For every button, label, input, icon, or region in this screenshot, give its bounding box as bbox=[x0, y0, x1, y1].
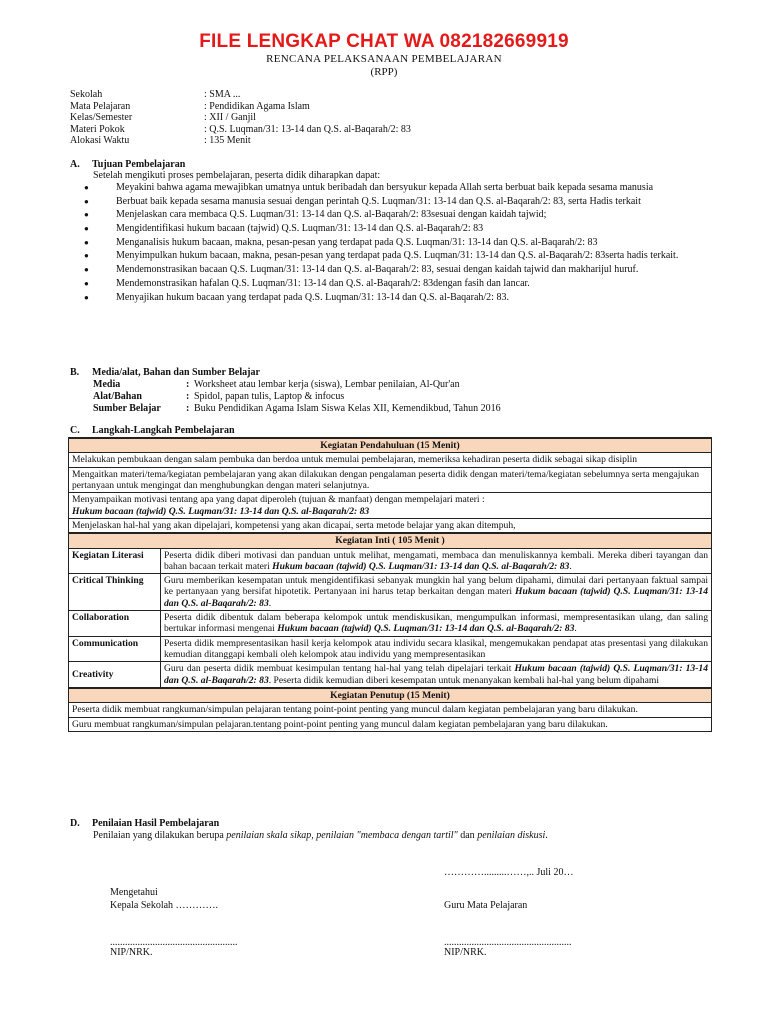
table-row bbox=[69, 611, 712, 637]
section-number: A. bbox=[70, 159, 80, 170]
bullet-icon: ● bbox=[84, 183, 89, 192]
skill-emphasis: Hukum bacaan (tajwid) Q.S. Luqman/31: 13-14 dan Q.S. al-Baqarah/2: 83 bbox=[164, 663, 708, 686]
penilaian-pre: Penilaian yang dilakukan berupa bbox=[93, 830, 227, 841]
penilaian-italic-2: penilaian diskusi bbox=[477, 830, 546, 841]
penilaian-post: . bbox=[545, 830, 548, 841]
identity-row bbox=[70, 112, 411, 124]
section-b-heading bbox=[70, 367, 260, 379]
identity-row bbox=[70, 89, 411, 101]
penilaian-mid: dan bbox=[457, 830, 478, 841]
skill-description bbox=[161, 611, 712, 637]
bullet-icon: ● bbox=[84, 210, 89, 220]
skill-description bbox=[161, 636, 712, 662]
banner-contact: FILE LENGKAP CHAT WA 082182669919 bbox=[199, 31, 569, 52]
table-cell: Melakukan pembukaan dengan salam pembuka dan berdoa untuk memulai pembelajaran, memeriksa kehadiran peserta didik sebagai sikap disiplin bbox=[69, 453, 712, 467]
bullet-icon: ● bbox=[84, 292, 89, 302]
identity-value: : SMA ... bbox=[204, 89, 241, 100]
table-cell: Peserta didik membuat rangkuman/simpulan pelajaran tentang point-point penting yang muncul dalam kegiatan pembelajaran yang baru dilakukan. bbox=[69, 703, 712, 717]
identity-value: : 135 Menit bbox=[204, 135, 251, 147]
bullet-icon: ● bbox=[84, 278, 89, 288]
skill-emphasis: Hukum bacaan (tajwid) Q.S. Luqman/31: 13-14 dan Q.S. al-Baqarah/2: 83 bbox=[277, 623, 575, 635]
table-row bbox=[69, 688, 712, 703]
list-item-text: Menganalisis hukum bacaan, makna, pesan-pesan yang terdapat pada Q.S. Luqman/31: 13-14 dan Q.S. al-Baqarah/2: 83 bbox=[116, 236, 598, 248]
skill-label: Kegiatan Literasi bbox=[69, 548, 161, 574]
bullet-icon: ● bbox=[84, 265, 89, 275]
table-row bbox=[69, 703, 712, 717]
skill-description bbox=[161, 574, 712, 611]
media-colon: : bbox=[186, 379, 190, 390]
section-d-heading bbox=[70, 818, 219, 830]
tujuan-list bbox=[80, 182, 712, 305]
table-row bbox=[69, 493, 712, 519]
media-key: Sumber Belajar bbox=[93, 402, 161, 414]
section-title: Penilaian Hasil Pembelajaran bbox=[92, 818, 220, 829]
section-c-heading bbox=[70, 425, 235, 437]
identity-key: Kelas/Semester bbox=[70, 112, 133, 124]
list-item-text: Mengidentifikasi hukum bacaan (tajwid) Q.S. Luqman/31: 13-14 dan Q.S. al-Baqarah/2: 83 bbox=[116, 223, 484, 235]
list-item-text: Menyajikan hukum bacaan yang terdapat pada Q.S. Luqman/31: 13-14 dan Q.S. al-Baqarah/2: 83. bbox=[116, 291, 509, 303]
list-item bbox=[80, 182, 712, 194]
identity-table bbox=[70, 89, 411, 147]
table-row bbox=[69, 717, 712, 731]
penilaian-italic-1: penilaian skala sikap, penilaian "membaca dengan tartil" bbox=[226, 830, 458, 841]
media-table bbox=[93, 379, 501, 414]
bullet-icon: ● bbox=[84, 237, 89, 247]
table-cell bbox=[69, 493, 712, 519]
signature-date: ………….........……,.. Juli 20… bbox=[444, 867, 574, 878]
media-key: Media bbox=[93, 379, 121, 390]
motivasi-materi: Hukum bacaan (tajwid) Q.S. Luqman/31: 13-14 dan Q.S. al-Baqarah/2: 83 bbox=[72, 505, 370, 517]
table-row bbox=[69, 533, 712, 548]
signature-line-left: ................................................... bbox=[110, 937, 238, 948]
list-item-text: Menyimpulkan hukum bacaan, makna, pesan-pesan yang terdapat pada Q.S. Luqman/31: 13-14 dan Q.S. al-Baqarah/2: 83serta hadis terkait. bbox=[116, 250, 679, 262]
media-row bbox=[93, 379, 501, 391]
penilaian-text bbox=[93, 830, 548, 842]
section-number: D. bbox=[70, 818, 80, 829]
media-key: Alat/Bahan bbox=[93, 390, 142, 402]
nip-right: NIP/NRK. bbox=[444, 947, 487, 958]
guru-label: Guru Mata Pelajaran bbox=[444, 900, 528, 911]
section-number: C. bbox=[70, 425, 80, 436]
media-colon: : bbox=[186, 390, 190, 402]
list-item bbox=[80, 278, 712, 290]
list-item-text: Meyakini bahwa agama mewajibkan umatnya untuk beribadah dan bersyukur kepada Allah serta berbuat baik kepada sesama manusia bbox=[116, 182, 654, 193]
list-item bbox=[80, 209, 712, 221]
section-title: Tujuan Pembelajaran bbox=[92, 159, 186, 170]
list-item bbox=[80, 250, 712, 262]
list-item bbox=[80, 223, 712, 235]
identity-row bbox=[70, 124, 411, 136]
bullet-icon: ● bbox=[84, 224, 89, 234]
identity-key: Sekolah bbox=[70, 89, 103, 100]
skill-text: Peserta didik diberi motivasi dan panduan untuk melihat, mengamati, membaca dan menuliskannya kembali. Mereka diberi tayangan dan bahan bacaan terkait materi bbox=[164, 549, 708, 572]
tujuan-intro: Setelah mengikuti proses pembelajaran, peserta didik diharapkan dapat: bbox=[93, 170, 381, 181]
media-value: Buku Pendidikan Agama Islam Siswa Kelas XII, Kemendikbud, Tahun 2016 bbox=[194, 402, 501, 414]
list-item-text: Berbuat baik kepada sesama manusia sesuai dengan perintah Q.S. Luqman/31: 13-14 dan Q.S. al-Baqarah/2: 83, serta Hadis terkait bbox=[116, 195, 641, 207]
list-item bbox=[80, 196, 712, 208]
document-title: RENCANA PELAKSANAAN PEMBELAJARAN bbox=[266, 53, 502, 65]
mengetahui-label: Mengetahui bbox=[110, 887, 158, 898]
skill-text-after: . Peserta didik kemudian diberi kesempatan untuk menanyakan kembali hal-hal yang belum dipahami bbox=[268, 674, 660, 686]
identity-value: : Q.S. Luqman/31: 13-14 dan Q.S. al-Baqarah/2: 83 bbox=[204, 123, 411, 135]
list-item bbox=[80, 237, 712, 249]
table-row bbox=[69, 438, 712, 453]
identity-value: : XII / Ganjil bbox=[204, 112, 256, 124]
table-cell: Mengaitkan materi/tema/kegiatan pembelajaran yang akan dilakukan dengan pengalaman peserta didik dengan materi/tema/kegiatan sebelumnya serta mengajukan pertanyaan untuk mengingat dan menghubungkan dengan materi selanjutnya. bbox=[69, 467, 712, 493]
media-row bbox=[93, 391, 501, 403]
list-item-text: Menjelaskan cara membaca Q.S. Luqman/31: 13-14 dan Q.S. al-Baqarah/2: 83sesuai dengan kaidah tajwid; bbox=[116, 209, 547, 221]
media-value: Worksheet atau lembar kerja (siswa), Lembar penilaian, Al-Qur'an bbox=[194, 379, 460, 390]
list-item-text: Mendemonstrasikan hafalan Q.S. Luqman/31: 13-14 dan Q.S. al-Baqarah/2: 83dengan fasih dan lancar. bbox=[116, 277, 530, 289]
document-subtitle: (RPP) bbox=[370, 66, 398, 78]
identity-row bbox=[70, 101, 411, 113]
section-title: Langkah-Langkah Pembelajaran bbox=[92, 425, 235, 436]
skill-emphasis: Hukum bacaan (tajwid) Q.S. Luqman/31: 13-14 dan Q.S. al-Baqarah/2: 83 bbox=[164, 586, 708, 609]
bullet-icon: ● bbox=[84, 196, 89, 206]
list-item bbox=[80, 264, 712, 276]
bullet-icon: ● bbox=[84, 251, 89, 261]
identity-row bbox=[70, 135, 411, 147]
skill-label: Critical Thinking bbox=[69, 574, 161, 611]
list-item bbox=[80, 292, 712, 304]
inti-header: Kegiatan Inti ( 105 Menit ) bbox=[69, 533, 712, 548]
media-colon: : bbox=[186, 402, 190, 414]
skill-text: Peserta didik dibentuk dalam beberapa kelompok untuk mendiskusikan, mengumpulkan informasi, mempresentasikan ulang, dan saling bertukar informasi mengenai bbox=[164, 612, 708, 635]
signature-line-right: ................................................... bbox=[444, 937, 572, 948]
section-number: B. bbox=[70, 367, 80, 378]
motivasi-text: Menyampaikan motivasi tentang apa yang dapat diperoleh (tujuan & manfaat) dengan mempelajari materi : bbox=[72, 494, 485, 506]
skill-text-after: . bbox=[574, 623, 577, 635]
identity-key: Materi Pokok bbox=[70, 123, 125, 135]
identity-value: : Pendidikan Agama Islam bbox=[204, 100, 310, 112]
skill-text: Guru memberikan kesempatan untuk mengidentifikasi sebanyak mungkin hal yang belum dipahami, dimulai dari pertanyaan faktual sampai ke pertanyaan yang bersifat hipotetik. Pertanyaan ini harus tetap berkaitan dengan materi bbox=[164, 575, 708, 598]
table-cell: Guru membuat rangkuman/simpulan pelajaran.tentang point-point penting yang muncul dalam kegiatan pembelajaran yang baru dilakukan. bbox=[69, 717, 712, 731]
kepala-sekolah-label: Kepala Sekolah …………. bbox=[110, 900, 219, 911]
skill-text-after: . bbox=[569, 560, 572, 572]
list-item-text: Mendemonstrasikan bacaan Q.S. Luqman/31: 13-14 dan Q.S. al-Baqarah/2: 83, sesuai dengan kaidah tajwid dan makharijul huruf. bbox=[116, 264, 639, 276]
nip-left: NIP/NRK. bbox=[110, 947, 153, 958]
skill-emphasis: Hukum bacaan (tajwid) Q.S. Luqman/31: 13-14 dan Q.S. al-Baqarah/2: 83 bbox=[272, 560, 570, 572]
skill-text: Guru dan peserta didik membuat kesimpulan tentang hal-hal yang telah dipelajari terkait bbox=[164, 663, 515, 675]
table-row bbox=[69, 548, 712, 574]
table-cell: Menjelaskan hal-hal yang akan dipelajari, kompetensi yang akan dicapai, serta metode belajar yang akan ditempuh, bbox=[69, 518, 712, 533]
learning-steps-table bbox=[68, 437, 712, 732]
media-value: Spidol, papan tulis, Laptop & infocus bbox=[194, 390, 345, 402]
table-row bbox=[69, 574, 712, 611]
table-row bbox=[69, 662, 712, 688]
table-row bbox=[69, 636, 712, 662]
table-row bbox=[69, 518, 712, 533]
skill-description bbox=[161, 662, 712, 688]
skill-text-after: . bbox=[268, 597, 272, 609]
identity-key: Alokasi Waktu bbox=[70, 135, 130, 147]
media-row bbox=[93, 403, 501, 415]
table-row bbox=[69, 467, 712, 493]
skill-label: Collaboration bbox=[69, 611, 161, 637]
skill-text: Peserta didik mempresentasikan hasil kerja kelompok atau individu secara klasikal, mengemukakan pendapat atas presentasi yang dilakukan kemudian ditanggapi kembali oleh kelompok atau individu yang mempresentasikan bbox=[164, 637, 708, 660]
pendahuluan-header: Kegiatan Pendahuluan (15 Menit) bbox=[69, 438, 712, 453]
skill-description bbox=[161, 548, 712, 574]
section-title: Media/alat, Bahan dan Sumber Belajar bbox=[92, 367, 260, 378]
skill-label: Communication bbox=[69, 636, 161, 662]
penutup-header: Kegiatan Penutup (15 Menit) bbox=[69, 688, 712, 703]
skill-label: Creativity bbox=[69, 662, 161, 688]
identity-key: Mata Pelajaran bbox=[70, 100, 131, 112]
table-row bbox=[69, 453, 712, 467]
